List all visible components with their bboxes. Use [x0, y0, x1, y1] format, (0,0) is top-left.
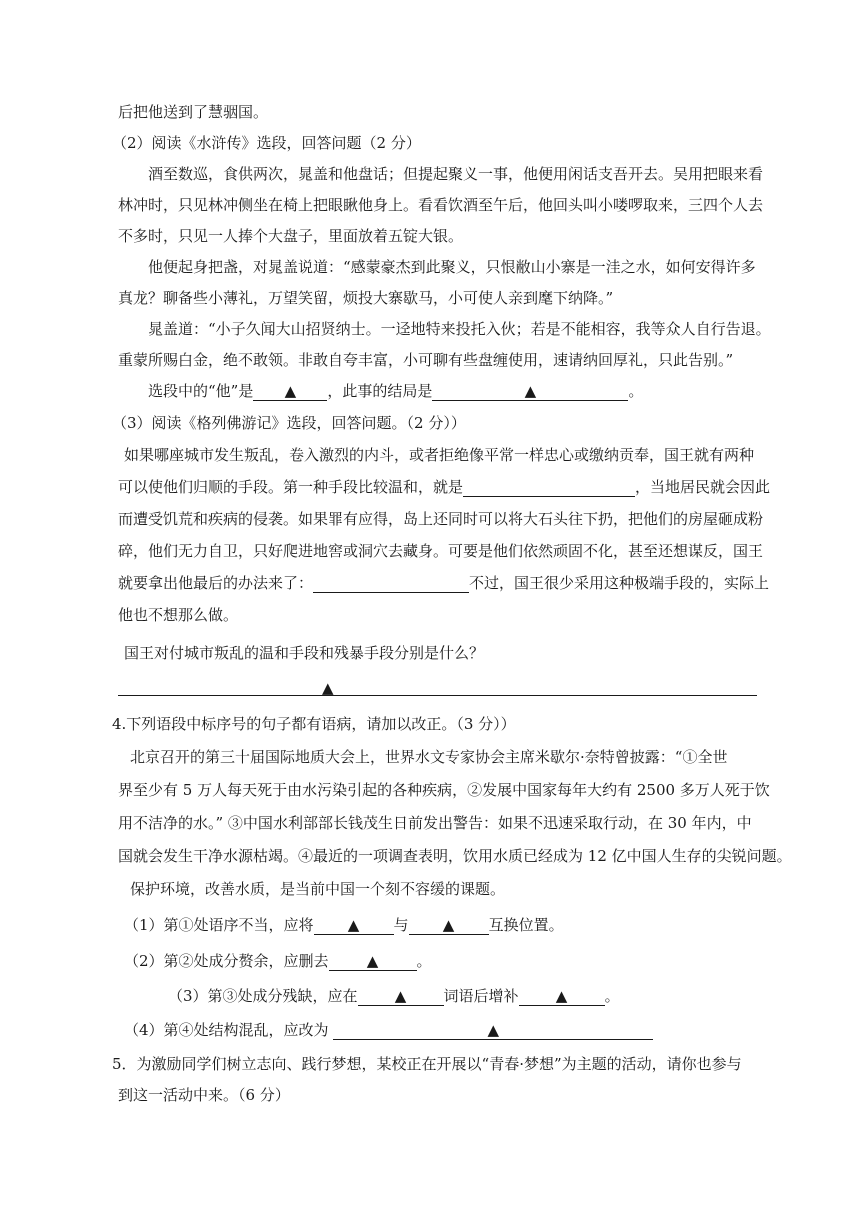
prompt-text: 。: [604, 987, 620, 1005]
question-3-prompt: 国王对付城市叛乱的温和手段和残暴手段分别是什么？: [124, 644, 485, 662]
answer-line[interactable]: [118, 695, 757, 696]
prompt-text: （1）第①处语序不当，应将: [124, 916, 314, 934]
prompt-text: （4）第④处结构混乱，应改为: [124, 1021, 329, 1039]
prompt-text: ，此事的结局是: [327, 382, 433, 400]
answer-blank-word[interactable]: [358, 987, 444, 1006]
answer-blank-rewrite[interactable]: [333, 1021, 653, 1040]
text-line: [118, 572, 769, 594]
question-2-heading: （2）阅读《水浒传》选段，回答问题（2 分）: [112, 134, 421, 152]
triangle-mark-icon: ▲: [366, 952, 379, 970]
prompt-text: 互换位置。: [488, 916, 564, 934]
triangle-mark-icon: ▲: [284, 382, 297, 400]
text-line: 重蒙所赐白金，绝不敢领。非敢自夸丰富，小可聊有些盘缠使用，速请纳回厚礼，只此告别。”: [118, 351, 734, 369]
answer-blank-outcome[interactable]: [432, 382, 628, 401]
text-line: 如果哪座城市发生叛乱，卷入激烈的内斗，或者拒绝像平常一样忠心或缴纳贡奉，国王就有两种: [124, 446, 755, 464]
question-4-item-2: [124, 950, 432, 972]
text-line: 而遭受饥荒和疾病的侵袭。如果罪有应得，岛上还同时可以将大石头往下扔，把他们的房屋砸成粉: [118, 510, 764, 528]
text-line: 碎，他们无力自卫，只好爬进地窖或洞穴去藏身。可要是他们依然顽固不化，甚至还想谋反，国王: [118, 542, 764, 560]
triangle-mark-icon: ▲: [524, 382, 537, 400]
text-line: 不多时，只见一人捧个大盘子，里面放着五锭大银。: [118, 227, 464, 245]
prompt-text: 。: [628, 382, 644, 400]
prompt-text: ，当地居民就会因此: [635, 478, 771, 496]
triangle-mark-icon: ▲: [442, 916, 455, 934]
triangle-mark-icon: ▲: [487, 1021, 500, 1039]
prompt-text: 可以使他们归顺的手段。第一种手段比较温和，就是: [118, 478, 464, 496]
answer-blank-swap-b[interactable]: [409, 916, 489, 935]
triangle-mark-icon: ▲: [394, 987, 407, 1005]
prompt-text: （3）第③处成分残缺，应在: [168, 987, 358, 1005]
question-4-heading: 4.下列语段中标序号的句子都有语病，请加以改正。（3 分））: [112, 715, 516, 733]
prompt-text: 选段中的“他”是: [148, 382, 254, 400]
text-line: 他便起身把盏，对晁盖说道：“感蒙豪杰到此聚义，只恨敝山小寨是一洼之水，如何安得许多: [148, 258, 756, 276]
prompt-text: 词语后增补: [443, 987, 519, 1005]
question-4-item-3: [168, 985, 620, 1007]
question-3-heading: （3）阅读《格列佛游记》选段，回答问题。（2 分））: [112, 414, 466, 432]
question-5-heading: 5．为激励同学们树立志向、践行梦想，某校正在开展以“青春·梦想”为主题的活动，请你也参与: [112, 1055, 742, 1073]
question-2-prompt: [148, 380, 643, 402]
answer-blank-delete[interactable]: [329, 952, 417, 971]
question-4-item-4: [124, 1019, 653, 1041]
text-line: 真龙？聊备些小薄礼，万望笑留，烦投大寨歇马，小可使人亲到麾下纳降。”: [118, 289, 614, 307]
prompt-text: 就要拿出他最后的办法来了：: [118, 574, 314, 592]
answer-blank-he[interactable]: [253, 382, 327, 401]
triangle-mark-icon: ▲: [347, 916, 360, 934]
text-line: 酒至数巡，食供两次，晁盖和他盘话；但提起聚义一事，他便用闲话支吾开去。吴用把眼来看: [148, 165, 764, 183]
text-line: 北京召开的第三十届国际地质大会上，世界水文专家协会主席米歇尔·奈特曾披露：“①全世: [130, 748, 728, 766]
text-line: 用不洁净的水。” ③中国水利部部长钱茂生日前发出警告：如果不迅速采取行动，在 30 年内，中: [118, 814, 752, 832]
text-line: 到这一活动中来。（6 分）: [118, 1086, 290, 1104]
prompt-text: 。: [416, 952, 432, 970]
question-4-item-1: [124, 914, 564, 936]
text-line: 他也不想那么做。: [118, 606, 239, 624]
triangle-mark-icon: ▲: [555, 987, 568, 1005]
text-line: 保护环境，改善水质，是当前中国一个刻不容缓的课题。: [130, 880, 506, 898]
prompt-text: 与: [393, 916, 409, 934]
answer-blank-final-method[interactable]: [313, 574, 469, 593]
answer-blank-mild-method[interactable]: [463, 478, 635, 497]
text-line: 后把他送到了慧骃国。: [118, 103, 269, 121]
text-line: 国就会发生干净水源枯竭。④最近的一项调查表明，饮用水质已经成为 12 亿中国人生存的尖锐问题。: [118, 847, 792, 865]
text-line: [118, 476, 770, 498]
text-line: 界至少有 5 万人每天死于由水污染引起的各种疾病，②发展中国家每年大约有 2500 多万人死于饮: [118, 781, 770, 799]
text-line: 林冲时，只见林冲侧坐在椅上把眼瞅他身上。看看饮酒至午后，他回头叫小喽啰取来，三四个人去: [118, 196, 764, 214]
text-line: 晁盖道：“小子久闻大山招贤纳士。一迳地特来投托入伙；若是不能相容，我等众人自行告退。: [148, 320, 771, 338]
answer-blank-swap-a[interactable]: [314, 916, 394, 935]
prompt-text: 不过，国王很少采用这种极端手段的，实际上: [469, 574, 770, 592]
prompt-text: （2）第②处成分赘余，应删去: [124, 952, 329, 970]
triangle-mark-icon: ▲: [322, 679, 334, 697]
answer-blank-add[interactable]: [519, 987, 605, 1006]
